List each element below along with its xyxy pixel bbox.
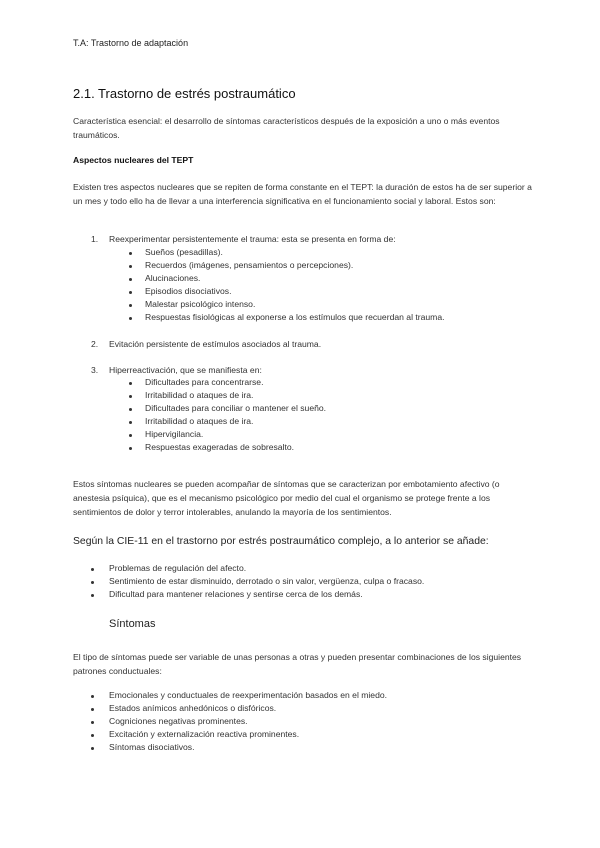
bullet-icon (129, 408, 132, 411)
aspects-paragraph: Existen tres aspectos nucleares que se repiten de forma constante en el TEPT: la duración de estos ha de ser superior a un mes y todo ello ha de llevar a una interferencia significativa en el funcionamiento social y laboral. Estos son: (73, 182, 532, 207)
list-item: Síntomas disociativos. (109, 742, 195, 752)
list-item: Evitación persistente de estímulos asociados al trauma. (109, 339, 322, 349)
list-item: Recuerdos (imágenes, pensamientos o percepciones). (145, 260, 354, 270)
bullet-icon (91, 721, 94, 724)
list-item: Estados anímicos anhedónicos o disfóricos. (109, 703, 277, 713)
bullet-icon (91, 581, 94, 584)
list-item: Sentimiento de estar disminuido, derrotado o sin valor, vergüenza, culpa o fracaso. (109, 576, 425, 586)
bullet-icon (129, 252, 132, 255)
symptoms-heading: Síntomas (109, 618, 156, 630)
bullet-icon (129, 395, 132, 398)
list-item: Episodios disociativos. (145, 286, 232, 296)
list-item: Emocionales y conductuales de reexperimentación basados en el miedo. (109, 690, 388, 700)
intro-paragraph: Característica esencial: el desarrollo de síntomas característicos después de la exposición a uno o más eventos traumáticos. (73, 116, 500, 141)
list-item: Dificultades para conciliar o mantener el sueño. (145, 403, 327, 413)
nuclear-paragraph: Estos síntomas nucleares se pueden acompañar de síntomas que se caracterizan por embotamiento afectivo (o anestesia psíquica), que es el mecanismo psicológico por medio del cual el organismo se protege frente a los sentimientos de dolor y terror intolerables, anulando la mayoría de los sentimientos. (73, 479, 500, 518)
bullet-icon (91, 568, 94, 571)
bullet-icon (129, 434, 132, 437)
list-number: 3. (91, 365, 99, 375)
bullet-icon (91, 594, 94, 597)
list-item: Respuestas exageradas de sobresalto. (145, 442, 295, 452)
list-item: Alucinaciones. (145, 273, 201, 283)
bullet-icon (129, 265, 132, 268)
bullet-icon (129, 421, 132, 424)
list-item: Irritabilidad o ataques de ira. (145, 416, 254, 426)
bullet-icon (129, 382, 132, 385)
list-item: Malestar psicológico intenso. (145, 299, 256, 309)
list-item: Dificultad para mantener relaciones y sentirse cerca de los demás. (109, 589, 363, 599)
bullet-icon (129, 447, 132, 450)
cie-heading: Según la CIE-11 en el trastorno por estrés postraumático complejo, a lo anterior se añade: (73, 536, 489, 547)
bullet-icon (129, 278, 132, 281)
symptoms-paragraph: El tipo de síntomas puede ser variable de unas personas a otras y pueden presentar combinaciones de los siguientes patrones conductuales: (73, 652, 522, 677)
list-item: Sueños (pesadillas). (145, 247, 223, 257)
list-item: Excitación y externalización reactiva prominentes. (109, 729, 300, 739)
bullet-icon (91, 708, 94, 711)
list-item: Hipervigilancia. (145, 429, 204, 439)
list-item: Respuestas fisiológicas al exponerse a los estímulos que recuerdan al trauma. (145, 312, 445, 322)
list-item: Hiperreactivación, que se manifiesta en: (109, 365, 262, 375)
bullet-icon (129, 317, 132, 320)
list-number: 1. (91, 234, 99, 244)
bullet-icon (91, 747, 94, 750)
section-title: 2.1. Trastorno de estrés postraumático (73, 86, 296, 101)
bullet-icon (129, 304, 132, 307)
bullet-icon (91, 695, 94, 698)
list-item: Cogniciones negativas prominentes. (109, 716, 248, 726)
bullet-icon (91, 734, 94, 737)
list-item: Dificultades para concentrarse. (145, 377, 264, 387)
list-number: 2. (91, 339, 99, 349)
list-item: Irritabilidad o ataques de ira. (145, 390, 254, 400)
bullet-icon (129, 291, 132, 294)
aspects-heading: Aspectos nucleares del TEPT (73, 155, 194, 165)
list-item: Reexperimentar persistentemente el trauma: esta se presenta en forma de: (109, 234, 396, 244)
list-item: Problemas de regulación del afecto. (109, 563, 247, 573)
page-header: T.A: Trastorno de adaptación (73, 38, 189, 48)
